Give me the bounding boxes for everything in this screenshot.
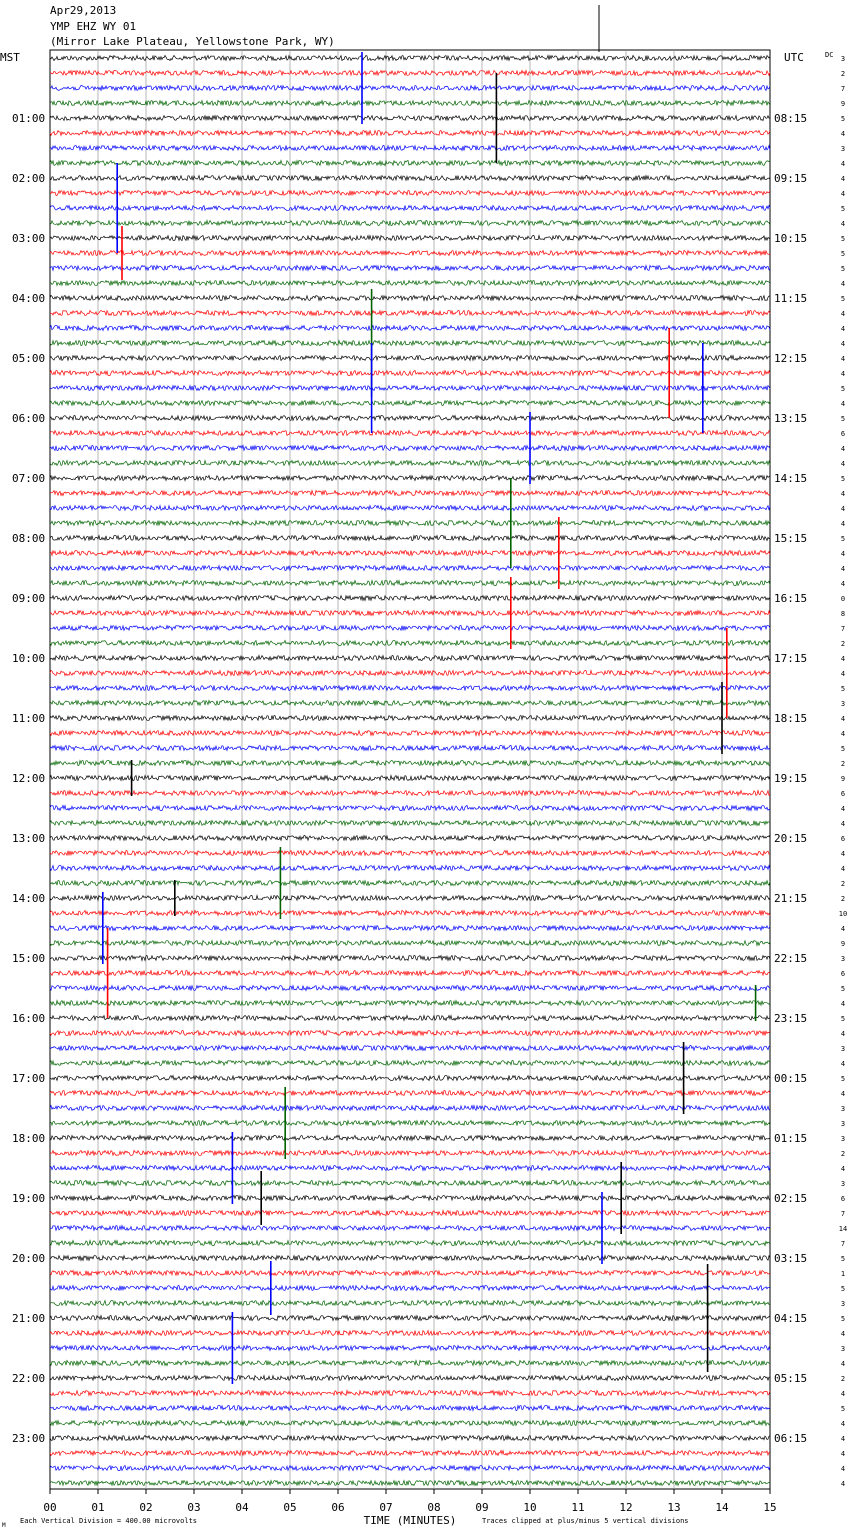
dc-offset-label: 2 — [840, 1375, 846, 1383]
right-hour-label: 12:15 — [774, 352, 808, 365]
dc-offset-label: 3 — [840, 1105, 846, 1113]
seismic-trace — [50, 566, 770, 571]
x-tick-label: 00 — [43, 1501, 57, 1514]
seismic-trace — [50, 1406, 770, 1411]
dc-offset-label: 5 — [840, 685, 846, 693]
left-hour-label: 05:00 — [12, 352, 46, 365]
seismic-trace — [50, 1151, 770, 1156]
left-hour-label: 03:00 — [12, 232, 46, 245]
seismic-trace — [50, 1421, 770, 1426]
seismic-trace — [50, 236, 770, 241]
dc-offset-label: 5 — [840, 1015, 846, 1023]
dc-offset-label: 4 — [840, 490, 846, 498]
dc-offset-label: 4 — [840, 820, 846, 828]
dc-offset-label: 5 — [840, 385, 846, 393]
x-tick-label: 12 — [619, 1501, 633, 1514]
dc-offset-label: 4 — [840, 175, 846, 183]
x-axis — [43, 1489, 776, 1514]
seismic-trace — [50, 746, 770, 751]
seismic-trace — [50, 896, 770, 901]
x-tick-label: 09 — [475, 1501, 489, 1514]
dc-offset-label: 4 — [840, 1060, 846, 1068]
seismic-trace — [50, 656, 770, 661]
dc-offset-label: 2 — [840, 1150, 846, 1158]
left-hour-label: 07:00 — [12, 472, 46, 485]
seismic-trace — [50, 1481, 770, 1486]
left-hour-label: 09:00 — [12, 592, 46, 605]
dc-offset-label: 4 — [840, 355, 846, 363]
dc-offset-label: 1 — [840, 1270, 846, 1278]
left-hour-label: 21:00 — [12, 1312, 46, 1325]
dc-offset-label: 4 — [840, 1090, 846, 1098]
seismic-trace — [50, 971, 770, 976]
dc-offset-label: 3 — [840, 1180, 846, 1188]
dc-offset-label: 4 — [840, 565, 846, 573]
seismic-trace — [50, 761, 770, 766]
dc-offset-label: 3 — [840, 955, 846, 963]
seismic-trace — [50, 986, 770, 991]
x-tick-label: 14 — [715, 1501, 729, 1514]
x-tick-label: 07 — [379, 1501, 393, 1514]
seismic-trace — [50, 446, 770, 451]
seismic-trace — [50, 1451, 770, 1456]
seismic-trace — [50, 461, 770, 466]
dc-offset-label: 6 — [840, 790, 846, 798]
seismic-trace — [50, 1121, 770, 1126]
corner-mark: M — [2, 1522, 6, 1529]
seismic-trace — [50, 1001, 770, 1006]
seismic-trace — [50, 1136, 770, 1141]
left-hour-label: 23:00 — [12, 1432, 46, 1445]
dc-offset-label: 5 — [840, 1075, 846, 1083]
dc-offset-label: 3 — [840, 1135, 846, 1143]
dc-offset-label: 9 — [840, 100, 846, 108]
left-hour-label: 22:00 — [12, 1372, 46, 1385]
right-hour-label: 03:15 — [774, 1252, 808, 1265]
dc-offset-label: 5 — [840, 535, 846, 543]
seismic-trace — [50, 881, 770, 886]
left-hour-label: 16:00 — [12, 1012, 46, 1025]
dc-offset-label: 10 — [838, 910, 848, 918]
dc-offset-label: 5 — [840, 205, 846, 213]
seismic-trace — [50, 506, 770, 511]
seismic-trace — [50, 1466, 770, 1471]
dc-offset-label: 4 — [840, 1450, 846, 1458]
seismic-trace — [50, 356, 770, 361]
dc-offset-label: 2 — [840, 640, 846, 648]
seismic-trace — [50, 281, 770, 286]
seismic-trace — [50, 1016, 770, 1021]
dc-offset-label: 5 — [840, 265, 846, 273]
scale-note: Each Vertical Division = 400.00 microvolts — [20, 1517, 198, 1525]
seismic-trace — [50, 1091, 770, 1096]
x-axis-title: TIME (MINUTES) — [363, 1514, 457, 1527]
seismic-trace — [50, 371, 770, 376]
seismic-trace — [50, 101, 770, 106]
right-hour-label: 21:15 — [774, 892, 808, 905]
dc-offset-label: 7 — [840, 1210, 846, 1218]
x-tick-label: 04 — [235, 1501, 249, 1514]
dc-offset-label: 7 — [840, 625, 846, 633]
station-label: YMP EHZ WY 01 — [50, 20, 137, 33]
dc-offset-label: 4 — [840, 1330, 846, 1338]
dc-offset-label: 5 — [840, 1255, 846, 1263]
seismic-trace — [50, 611, 770, 616]
dc-offset-label: 4 — [840, 1165, 846, 1173]
dc-offset-label: 6 — [840, 835, 846, 843]
left-hour-label: 14:00 — [12, 892, 46, 905]
date-label: Apr29,2013 — [50, 4, 117, 17]
seismic-trace — [50, 1211, 770, 1216]
dc-offset-label: 4 — [840, 715, 846, 723]
right-hour-label: 19:15 — [774, 772, 808, 785]
seismic-trace — [50, 1241, 770, 1246]
seismic-trace — [50, 791, 770, 796]
dc-offset-label: 9 — [840, 940, 846, 948]
seismic-trace — [50, 191, 770, 196]
dc-offset-label: 5 — [840, 475, 846, 483]
dc-offset-label: 5 — [840, 1405, 846, 1413]
right-hour-label: 06:15 — [774, 1432, 808, 1445]
right-hour-label: 13:15 — [774, 412, 808, 425]
dc-header-label: DC — [825, 51, 834, 59]
dc-offset-label: 6 — [840, 430, 846, 438]
dc-offset-label: 4 — [840, 550, 846, 558]
dc-offset-label: 4 — [840, 340, 846, 348]
seismic-trace — [50, 536, 770, 541]
trace-group — [50, 52, 770, 1486]
seismic-trace — [50, 926, 770, 931]
left-hour-label: 11:00 — [12, 712, 46, 725]
left-hour-label: 01:00 — [12, 112, 46, 125]
seismic-trace — [50, 836, 770, 841]
dc-offset-label: 4 — [840, 160, 846, 168]
seismic-trace — [50, 296, 770, 301]
clip-note: Traces clipped at plus/minus 5 vertical divisions — [482, 1517, 689, 1525]
dc-offset-label: 4 — [840, 655, 846, 663]
left-hour-label: 13:00 — [12, 832, 46, 845]
dc-offset-label: 4 — [840, 850, 846, 858]
dc-offset-label: 4 — [840, 1465, 846, 1473]
seismic-trace — [50, 941, 770, 946]
seismic-trace — [50, 671, 770, 676]
dc-offset-label: 4 — [840, 370, 846, 378]
dc-offset-label: 4 — [840, 280, 846, 288]
dc-offset-label: 5 — [840, 235, 846, 243]
dc-offset-label: 5 — [840, 115, 846, 123]
dc-offset-label: 5 — [840, 745, 846, 753]
seismic-trace — [50, 86, 770, 91]
seismic-trace — [50, 911, 770, 916]
right-hour-label: 04:15 — [774, 1312, 808, 1325]
seismic-trace — [50, 266, 770, 271]
right-hour-label: 05:15 — [774, 1372, 808, 1385]
dc-offset-label: 3 — [840, 1345, 846, 1353]
left-hour-label: 08:00 — [12, 532, 46, 545]
right-hour-label: 01:15 — [774, 1132, 808, 1145]
dc-offset-label: 5 — [840, 415, 846, 423]
dc-offset-label: 3 — [840, 1300, 846, 1308]
right-hour-label: 18:15 — [774, 712, 808, 725]
seismic-trace — [50, 71, 770, 76]
seismic-trace — [50, 716, 770, 721]
seismic-trace — [50, 56, 770, 61]
dc-offset-label: 4 — [840, 190, 846, 198]
dc-offset-label: 4 — [840, 505, 846, 513]
dc-offset-label: 8 — [840, 610, 846, 618]
seismic-trace — [50, 1106, 770, 1111]
left-hour-label: 02:00 — [12, 172, 46, 185]
x-tick-label: 02 — [139, 1501, 153, 1514]
dc-offset-label: 2 — [840, 760, 846, 768]
seismic-trace — [50, 341, 770, 346]
right-hour-label: 17:15 — [774, 652, 808, 665]
x-tick-label: 13 — [667, 1501, 681, 1514]
dc-offset-label: 2 — [840, 895, 846, 903]
seismic-trace — [50, 626, 770, 631]
dc-offset-label: 4 — [840, 805, 846, 813]
dc-offset-label: 3 — [840, 145, 846, 153]
left-timezone-label: MST — [0, 51, 20, 64]
right-hour-label: 15:15 — [774, 532, 808, 545]
dc-offset-label: 4 — [840, 1360, 846, 1368]
dc-offset-label: 3 — [840, 1120, 846, 1128]
seismic-trace — [50, 311, 770, 316]
dc-offset-label: 4 — [840, 670, 846, 678]
left-hour-label: 12:00 — [12, 772, 46, 785]
x-tick-label: 03 — [187, 1501, 201, 1514]
seismic-trace — [50, 326, 770, 331]
seismic-trace — [50, 851, 770, 856]
seismic-trace — [50, 776, 770, 781]
dc-offset-label: 7 — [840, 1240, 846, 1248]
right-hour-label: 14:15 — [774, 472, 808, 485]
seismic-trace — [50, 551, 770, 556]
seismic-trace — [50, 1271, 770, 1276]
seismic-trace — [50, 521, 770, 526]
seismic-trace — [50, 146, 770, 151]
dc-offset-label: 5 — [840, 295, 846, 303]
seismic-trace — [50, 251, 770, 256]
x-tick-label: 06 — [331, 1501, 345, 1514]
seismic-trace — [50, 206, 770, 211]
right-hour-label: 22:15 — [774, 952, 808, 965]
seismic-trace — [50, 641, 770, 646]
seismic-trace — [50, 476, 770, 481]
seismic-trace — [50, 1226, 770, 1231]
x-tick-label: 01 — [91, 1501, 105, 1514]
dc-offset-label: 4 — [840, 520, 846, 528]
seismic-trace — [50, 701, 770, 706]
seismic-trace — [50, 806, 770, 811]
dc-offset-label: 7 — [840, 85, 846, 93]
seismic-trace — [50, 1031, 770, 1036]
dc-offset-label: 5 — [840, 250, 846, 258]
dc-offset-label: 5 — [840, 985, 846, 993]
seismic-trace — [50, 1361, 770, 1366]
dc-offset-label: 4 — [840, 865, 846, 873]
dc-offset-label: 4 — [840, 1435, 846, 1443]
left-hour-label: 06:00 — [12, 412, 46, 425]
dc-offset-label: 4 — [840, 400, 846, 408]
right-hour-label: 09:15 — [774, 172, 808, 185]
seismic-trace — [50, 131, 770, 136]
dc-offset-label: 14 — [838, 1225, 848, 1233]
dc-offset-label: 4 — [840, 925, 846, 933]
dc-offset-label: 4 — [840, 460, 846, 468]
right-hour-label: 23:15 — [774, 1012, 808, 1025]
location-label: (Mirror Lake Plateau, Yellowstone Park, WY) — [50, 35, 335, 48]
seismic-trace — [50, 596, 770, 601]
dc-offset-label: 4 — [840, 220, 846, 228]
seismic-trace — [50, 1301, 770, 1306]
dc-offset-label: 4 — [840, 580, 846, 588]
right-hour-label: 16:15 — [774, 592, 808, 605]
seismic-trace — [50, 1331, 770, 1336]
dc-offset-label: 9 — [840, 775, 846, 783]
dc-offset-label: 5 — [840, 1285, 846, 1293]
seismic-trace — [50, 581, 770, 586]
seismic-trace — [50, 161, 770, 166]
dc-offset-label: 4 — [840, 1420, 846, 1428]
x-tick-label: 15 — [763, 1501, 777, 1514]
seismic-trace — [50, 1316, 770, 1321]
x-tick-label: 05 — [283, 1501, 297, 1514]
dc-offset-label: 4 — [840, 1030, 846, 1038]
right-hour-label: 02:15 — [774, 1192, 808, 1205]
seismic-trace — [50, 956, 770, 961]
dc-offset-label: 4 — [840, 1390, 846, 1398]
seismic-trace — [50, 1256, 770, 1261]
dc-offset-label: 3 — [840, 700, 846, 708]
seismic-trace — [50, 1376, 770, 1381]
x-tick-label: 08 — [427, 1501, 441, 1514]
left-hour-label: 20:00 — [12, 1252, 46, 1265]
right-hour-label: 10:15 — [774, 232, 808, 245]
dc-offset-label: 6 — [840, 970, 846, 978]
right-timezone-label: UTC — [784, 51, 804, 64]
dc-offset-label: 3 — [840, 55, 846, 63]
seismic-trace — [50, 1046, 770, 1051]
dc-offset-label: 4 — [840, 130, 846, 138]
dc-offset-label: 4 — [840, 1480, 846, 1488]
dc-offset-label: 4 — [840, 445, 846, 453]
right-hour-label: 11:15 — [774, 292, 808, 305]
dc-offset-label: 3 — [840, 1045, 846, 1053]
dc-offset-label: 5 — [840, 1315, 846, 1323]
left-hour-label: 18:00 — [12, 1132, 46, 1145]
dc-offset-label: 4 — [840, 1000, 846, 1008]
seismic-trace — [50, 1436, 770, 1441]
seismic-trace — [50, 431, 770, 436]
right-hour-label: 08:15 — [774, 112, 808, 125]
seismic-trace — [50, 401, 770, 406]
left-hour-label: 15:00 — [12, 952, 46, 965]
seismic-trace — [50, 1061, 770, 1066]
seismic-trace — [50, 221, 770, 226]
seismic-trace — [50, 1166, 770, 1171]
x-tick-label: 10 — [523, 1501, 537, 1514]
seismic-trace — [50, 686, 770, 691]
seismic-trace — [50, 866, 770, 871]
seismic-trace — [50, 176, 770, 181]
dc-offset-label: 4 — [840, 325, 846, 333]
seismic-trace — [50, 1286, 770, 1291]
left-hour-label: 04:00 — [12, 292, 46, 305]
dc-offset-label: 6 — [840, 1195, 846, 1203]
x-tick-label: 11 — [571, 1501, 585, 1514]
seismic-trace — [50, 491, 770, 496]
seismic-trace — [50, 116, 770, 121]
left-hour-label: 10:00 — [12, 652, 46, 665]
seismic-trace — [50, 1346, 770, 1351]
seismic-trace — [50, 731, 770, 736]
left-hour-label: 17:00 — [12, 1072, 46, 1085]
seismic-trace — [50, 1196, 770, 1201]
dc-offset-label: 0 — [840, 595, 846, 603]
left-hour-label: 19:00 — [12, 1192, 46, 1205]
seismic-trace — [50, 1391, 770, 1396]
seismic-trace — [50, 1181, 770, 1186]
dc-offset-label: 4 — [840, 310, 846, 318]
dc-offset-label: 4 — [840, 730, 846, 738]
dc-offset-label: 2 — [840, 70, 846, 78]
right-hour-label: 00:15 — [774, 1072, 808, 1085]
seismic-trace — [50, 1076, 770, 1081]
seismic-trace — [50, 386, 770, 391]
seismic-trace — [50, 821, 770, 826]
right-hour-label: 20:15 — [774, 832, 808, 845]
dc-offset-label: 2 — [840, 880, 846, 888]
seismic-trace — [50, 416, 770, 421]
